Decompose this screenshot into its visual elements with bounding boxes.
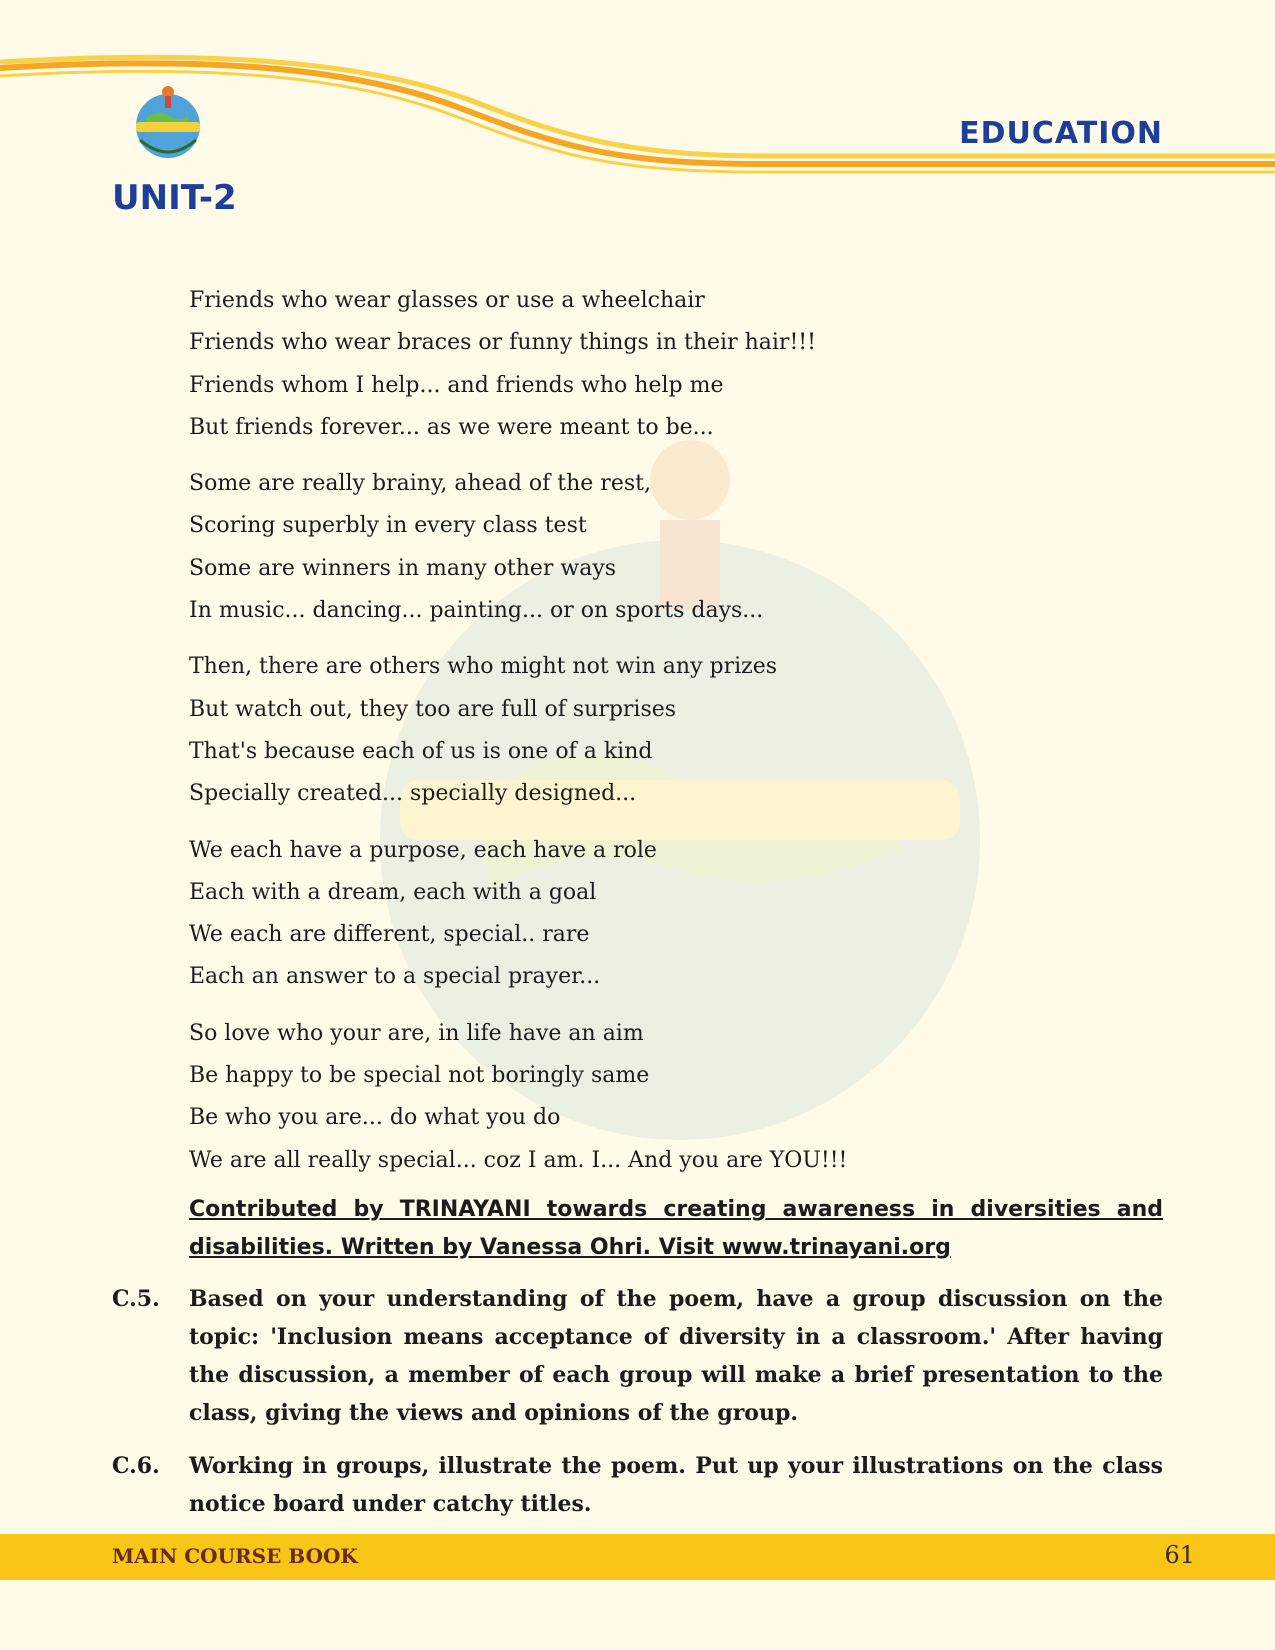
poem-line: Scoring superbly in every class test xyxy=(189,513,587,539)
poem-line: Each an answer to a special prayer... xyxy=(189,964,601,990)
cce-logo xyxy=(118,78,218,178)
question-text: Working in groups, illustrate the poem. Put up your illustrations on the class notice board under catchy titles. xyxy=(189,1453,1163,1517)
poem-stanza xyxy=(189,830,1089,999)
poem-stanza xyxy=(189,1013,1089,1182)
question-c6 xyxy=(112,1447,1163,1523)
unit-title: UNIT-2 xyxy=(112,178,237,218)
poem-stanza xyxy=(189,463,1089,632)
poem-line: Friends whom I help... and friends who help me xyxy=(189,372,724,398)
poem-line: We each are different, special.. rare xyxy=(189,922,590,948)
poem-line: Be who you are... do what you do xyxy=(189,1105,561,1131)
poem-stanza xyxy=(189,646,1089,815)
poem-line: But watch out, they too are full of surprises xyxy=(189,696,677,722)
poem xyxy=(189,280,1089,1196)
question-c5 xyxy=(112,1280,1163,1432)
poem-line: Then, there are others who might not win any prizes xyxy=(189,654,778,680)
question-number: C.6. xyxy=(112,1453,160,1479)
poem-line: Specially created... specially designed... xyxy=(189,781,637,807)
poem-line: We are all really special... coz I am. I... And you are YOU!!! xyxy=(189,1147,848,1173)
poem-stanza xyxy=(189,280,1089,449)
poem-line: In music... dancing... painting... or on sports days... xyxy=(189,598,764,624)
poem-line: Some are winners in many other ways xyxy=(189,555,617,581)
poem-line: Friends who wear braces or funny things in their hair!!! xyxy=(189,330,816,356)
poem-line: That's because each of us is one of a kind xyxy=(189,738,653,764)
poem-line: Some are really brainy, ahead of the rest, xyxy=(189,471,651,497)
poem-line: Each with a dream, each with a goal xyxy=(189,879,597,905)
poem-line: Friends who wear glasses or use a wheelchair xyxy=(189,288,705,313)
question-text: Based on your understanding of the poem, have a group discussion on the topic: 'Inclusion means acceptance of diversity in a classroom.' After having the discussion, a member of each group will make a brief presentation to the class, giving the views and opinions of the group. xyxy=(189,1286,1163,1426)
section-title: EDUCATION xyxy=(959,116,1163,151)
page-number: 61 xyxy=(1164,1541,1195,1569)
poem-line: So love who your are, in life have an aim xyxy=(189,1020,644,1046)
poem-line: Be happy to be special not boringly same xyxy=(189,1063,650,1089)
footer-book-title: MAIN COURSE BOOK xyxy=(112,1544,358,1568)
poem-line: But friends forever... as we were meant to be... xyxy=(189,414,714,440)
question-number: C.5. xyxy=(112,1286,160,1312)
poem-credit: Contributed by TRINAYANI towards creating awareness in diversities and disabilities. Written by Vanessa Ohri. Visit www.trinayani.org xyxy=(189,1197,1163,1260)
poem-line: We each have a purpose, each have a role xyxy=(189,837,657,863)
